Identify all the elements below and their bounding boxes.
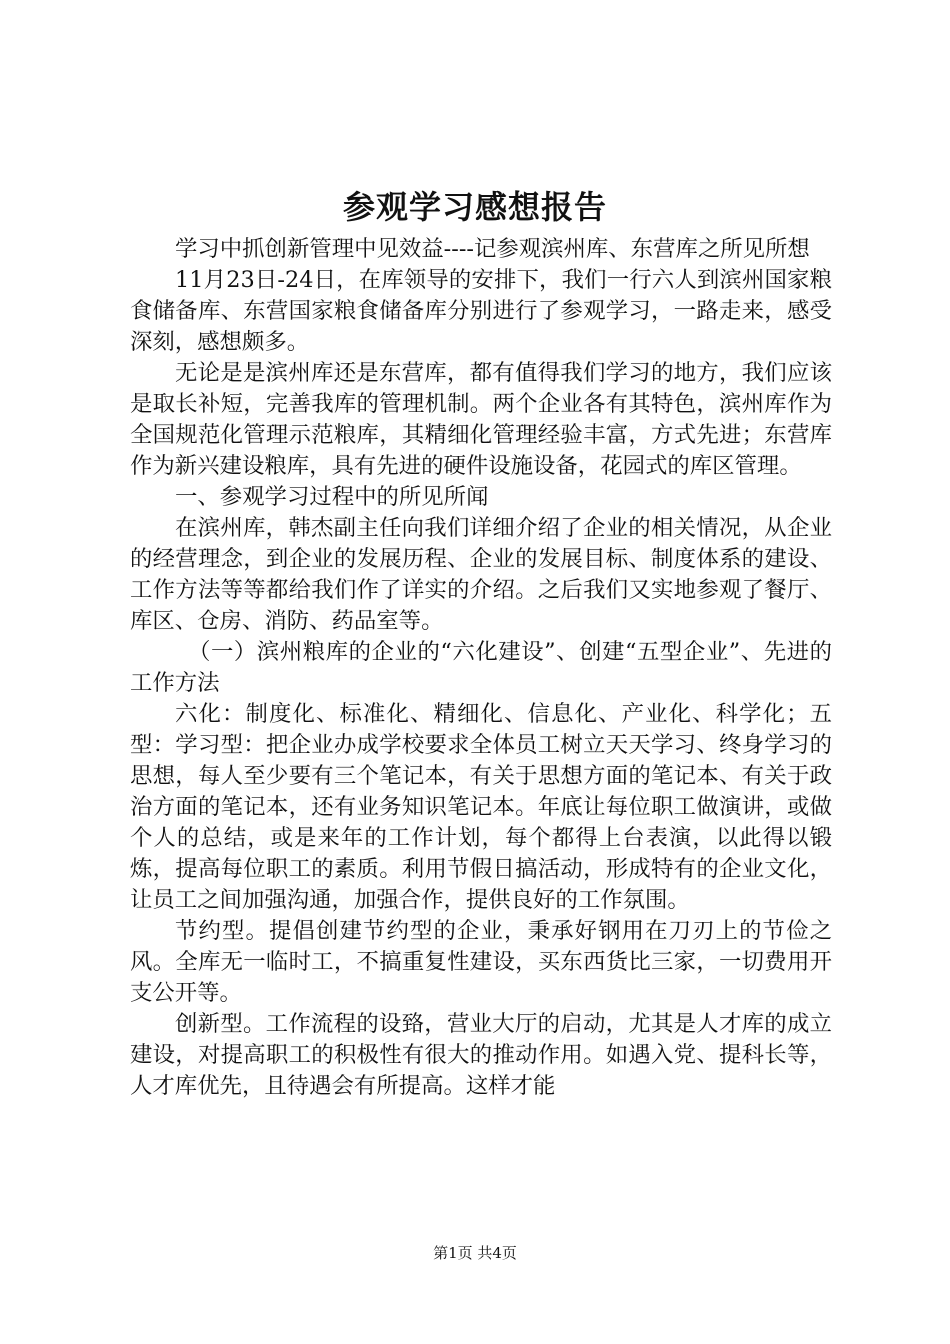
document-title: 参观学习感想报告 <box>342 188 607 226</box>
paragraph-thrift-type: 节约型。提倡创建节约型的企业，秉承好钢用在刀刃上的节俭之风。全库无一临时工，不搞重复性建设，买东西货比三家，一切费用开支公开等。 <box>130 918 832 1006</box>
document-body <box>130 234 832 1102</box>
paragraph-binzhou-visit: 在滨州库，韩杰副主任向我们详细介绍了企业的相关情况，从企业的经营理念，到企业的发展历程、企业的发展目标、制度体系的建设、工作方法等等都给我们作了详实的介绍。之后我们又实地参观了餐厅、库区、仓房、消防、药品室等。 <box>130 515 832 634</box>
paragraph-visit-intro: 11月23日-24日，在库领导的安排下，我们一行六人到滨州国家粮食储备库、东营国家粮食储备库分别进行了参观学习，一路走来，感受深刻，感想颇多。 <box>130 267 832 355</box>
page-number-footer: 第1页 共4页 <box>433 1244 517 1262</box>
subsection-heading-1: （一）滨州粮库的企业的“六化建设”、创建“五型企业”、先进的工作方法 <box>130 639 832 696</box>
paragraph-comparison: 无论是是滨州库还是东营库，都有值得我们学习的地方，我们应该是取长补短，完善我库的管理机制。两个企业各有其特色，滨州库作为全国规范化管理示范粮库，其精细化管理经验丰富，方式先进；东营库作为新兴建设粮库，具有先进的硬件设施设备，花园式的库区管理。 <box>130 360 832 479</box>
section-heading-1: 一、参观学习过程中的所见所闻 <box>175 484 489 510</box>
paragraph-innovation-type: 创新型。工作流程的设臵，营业大厅的启动，尤其是人才库的成立建设，对提高职工的积极性有很大的推动作用。如遇入党、提科长等，人才库优先，且待遇会有所提高。这样才能 <box>130 1011 832 1099</box>
paragraph-six-five: 六化：制度化、标准化、精细化、信息化、产业化、科学化；五型：学习型：把企业办成学校要求全体员工树立天天学习、终身学习的思想，每人至少要有三个笔记本，有关于思想方面的笔记本、有关于政治方面的笔记本，还有业务知识笔记本。年底让每位职工做演讲，或做个人的总结，或是来年的工作计划，每个都得上台表演，以此得以锻炼，提高每位职工的素质。利用节假日搞活动，形成特有的企业文化，让员工之间加强沟通，加强合作，提供良好的工作氛围。 <box>130 701 832 913</box>
paragraph-subtitle: 学习中抓创新管理中见效益----记参观滨州库、东营库之所见所想 <box>175 236 810 262</box>
